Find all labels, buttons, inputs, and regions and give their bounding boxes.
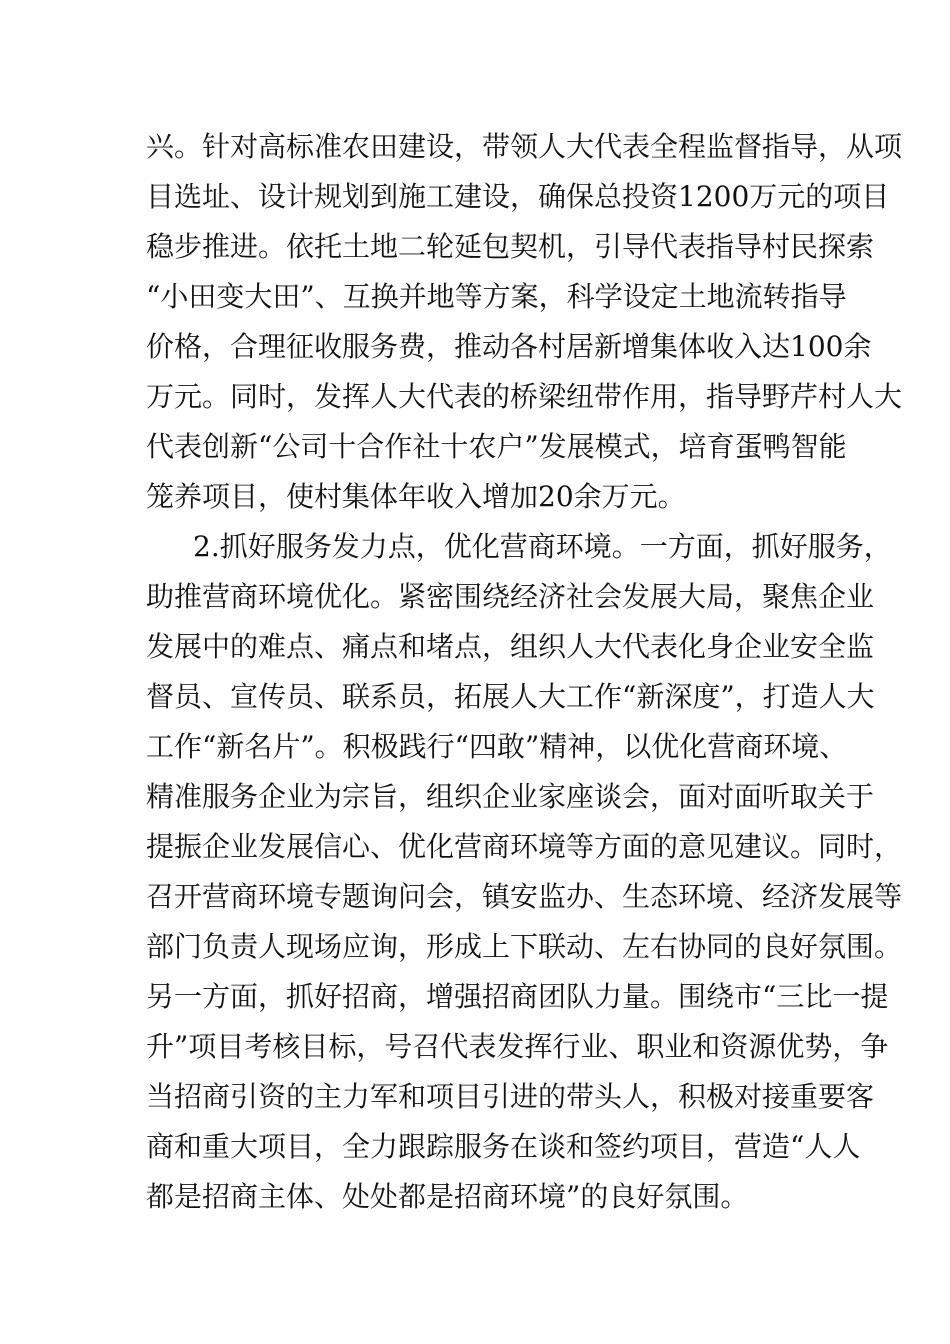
text-line: 商和重大项目，全力跟踪服务在谈和签约项目，营造“人人 [146, 1130, 861, 1163]
text-line: 2.抓好服务发力点，优化营商环境。一方面，抓好服务， [193, 530, 892, 563]
text-line: 督员、宣传员、联系员，拓展人大工作“新深度”，打造人大 [146, 680, 875, 713]
text-line: 兴。针对高标准农田建设，带领人大代表全程监督指导，从项 [146, 130, 903, 163]
text-line: 发展中的难点、痛点和堵点，组织人大代表化身企业安全监 [146, 630, 875, 663]
text-line: 提振企业发展信心、优化营商环境等方面的意见建议。同时， [146, 830, 903, 863]
text-line: 目选址、设计规划到施工建设，确保总投资1200万元的项目 [146, 180, 890, 213]
text-line: 稳步推进。依托土地二轮延包契机，引导代表指导村民探索 [146, 230, 875, 263]
text-line: 部门负责人现场应询，形成上下联动、左右协同的良好氛围。 [146, 930, 903, 963]
text-line: 工作“新名片”。积极践行“四敢”精神，以优化营商环境、 [146, 730, 848, 763]
text-line: 另一方面，抓好招商，增强招商团队力量。围绕市“三比一提 [146, 980, 889, 1013]
text-line: 升”项目考核目标，号召代表发挥行业、职业和资源优势，争 [146, 1030, 889, 1063]
text-line: 价格，合理征收服务费，推动各村居新增集体收入达100余 [146, 330, 872, 363]
text-line: 精准服务企业为宗旨，组织企业家座谈会，面对面听取关于 [146, 780, 875, 813]
text-line: 助推营商环境优化。紧密围绕经济社会发展大局，聚焦企业 [146, 580, 875, 613]
text-line: 当招商引资的主力军和项目引进的带头人，积极对接重要客 [146, 1080, 875, 1113]
text-line: 代表创新“公司十合作社十农户”发展模式，培育蛋鸭智能 [146, 430, 847, 463]
text-line: 笼养项目，使村集体年收入增加20余万元。 [146, 480, 686, 513]
text-line: 召开营商环境专题询问会，镇安监办、生态环境、经济发展等 [146, 880, 903, 913]
text-line: 都是招商主体、处处都是招商环境”的良好氛围。 [146, 1180, 749, 1213]
text-line: 万元。同时，发挥人大代表的桥梁纽带作用，指导野芹村人大 [146, 380, 903, 413]
text-line: “小田变大田”、互换并地等方案，科学设定土地流转指导 [146, 280, 847, 313]
